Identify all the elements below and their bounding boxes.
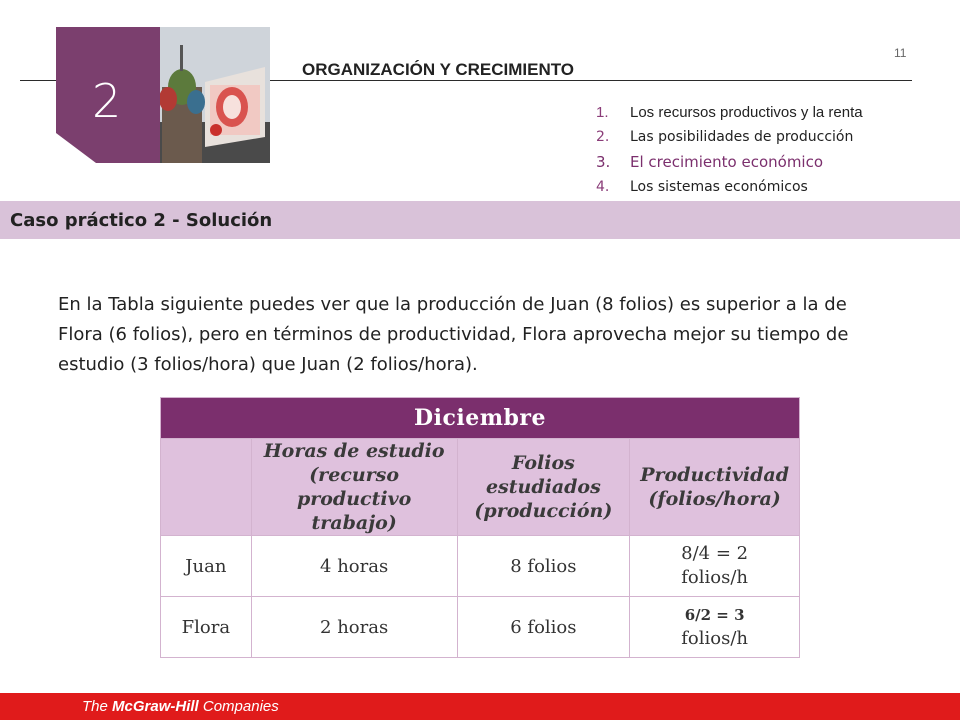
moscow-photo-illustration (160, 27, 270, 163)
productivity-unit: folios/h (681, 628, 748, 649)
page-title: ORGANIZACIÓN Y CRECIMIENTO (302, 60, 575, 79)
productivity-table (160, 397, 800, 658)
toc-item-number: 3. (596, 153, 611, 171)
footer-bar (0, 693, 960, 720)
row-name: Flora (161, 597, 252, 658)
row-hours: 4 horas (251, 536, 457, 597)
chapter-photo (160, 27, 270, 163)
section-banner-title: Caso práctico 2 - Solución (10, 210, 273, 231)
brand-name: McGraw-Hill (112, 698, 199, 715)
toc-item-recursos[interactable] (596, 100, 863, 125)
solution-paragraph: En la Tabla siguiente puedes ver que la producción de Juan (8 folios) es superior a la de Flora (6 folios), pero en términos de productividad, Flora aprovecha mejor su tiempo de estudio (3 folios/hora) que Juan (2 folios/hora). (58, 294, 849, 375)
brand-suffix: Companies (198, 698, 279, 715)
table-header-productivity: Productividad (folios/hora) (630, 439, 800, 536)
row-hours: 2 horas (251, 597, 457, 658)
chapter-number: 2 (92, 74, 122, 128)
table-row (161, 597, 800, 658)
toc-item-sistemas[interactable] (596, 175, 863, 200)
chapter-tab-fold (56, 133, 96, 163)
row-name: Juan (161, 536, 252, 597)
toc-item-label: El crecimiento económico (630, 153, 824, 171)
toc-item-number: 4. (596, 179, 610, 195)
row-folios: 8 folios (457, 536, 630, 597)
productivity-formula: 6/2 = 3 (684, 606, 745, 624)
productivity-unit: folios/h (681, 567, 748, 588)
productivity-formula: 8/4 = 2 (681, 543, 749, 564)
section-banner (0, 201, 960, 239)
table-header-folios: Folios estudiados (producción) (457, 439, 630, 536)
row-folios: 6 folios (457, 597, 630, 658)
row-productivity (630, 536, 800, 597)
table-row (161, 536, 800, 597)
table-of-contents (596, 100, 863, 200)
table-header-empty (161, 439, 252, 536)
page-number: 11 (894, 46, 907, 60)
table-title: Diciembre (161, 398, 800, 439)
publisher-logo (82, 698, 279, 715)
toc-item-number: 2. (596, 129, 610, 145)
table-header-hours: Horas de estudio (recurso productivo trabajo) (251, 439, 457, 536)
toc-item-posibilidades[interactable] (596, 125, 863, 150)
toc-item-crecimiento[interactable] (596, 150, 863, 175)
toc-item-number: 1. (596, 104, 609, 121)
toc-item-label: Las posibilidades de producción (630, 129, 854, 145)
toc-item-label: Los sistemas económicos (630, 179, 808, 195)
toc-item-label: Los recursos productivos y la renta (630, 104, 863, 121)
brand-prefix: The (82, 698, 113, 715)
row-productivity (630, 597, 800, 658)
